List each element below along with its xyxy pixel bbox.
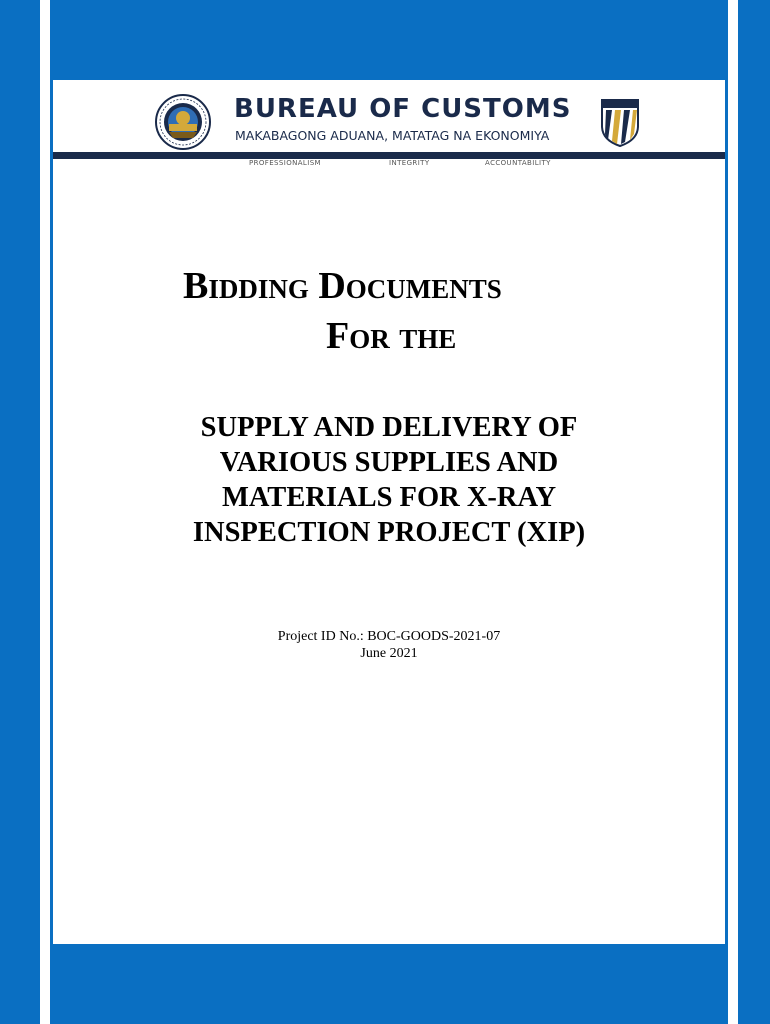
document-date: June 2021 bbox=[360, 646, 418, 661]
letterhead bbox=[150, 92, 650, 154]
document-title-line-2: For the bbox=[326, 315, 457, 357]
core-value-professionalism: PROFESSIONALISM bbox=[249, 159, 321, 167]
core-value-integrity: INTEGRITY bbox=[389, 159, 430, 167]
core-value-accountability: ACCOUNTABILITY bbox=[485, 159, 551, 167]
left-frame-bar bbox=[0, 0, 40, 1024]
right-frame-bar bbox=[738, 0, 770, 1024]
subject-line: VARIOUS SUPPLIES AND bbox=[219, 447, 559, 478]
department-seal-icon bbox=[155, 94, 211, 150]
document-meta bbox=[53, 628, 725, 662]
top-blue-band bbox=[0, 0, 770, 80]
org-tagline: MAKABAGONG ADUANA, MATATAG NA EKONOMIYA bbox=[235, 128, 550, 143]
boc-shield-icon bbox=[600, 96, 640, 148]
subject-line: MATERIALS FOR X-RAY bbox=[221, 482, 557, 513]
bottom-blue-band bbox=[0, 944, 770, 1024]
letterhead-rule bbox=[53, 152, 725, 159]
core-values-row bbox=[53, 159, 725, 171]
project-id: Project ID No.: BOC-GOODS-2021-07 bbox=[277, 629, 501, 644]
org-name: BUREAU OF CUSTOMS bbox=[234, 94, 572, 124]
subject-line: INSPECTION PROJECT (XIP) bbox=[192, 517, 586, 548]
project-subject bbox=[53, 410, 725, 550]
left-frame-gap bbox=[40, 0, 50, 1024]
right-frame-gap bbox=[728, 0, 738, 1024]
subject-line: SUPPLY AND DELIVERY OF bbox=[200, 412, 578, 443]
document-title-line-1: Bidding Documents bbox=[183, 265, 502, 307]
